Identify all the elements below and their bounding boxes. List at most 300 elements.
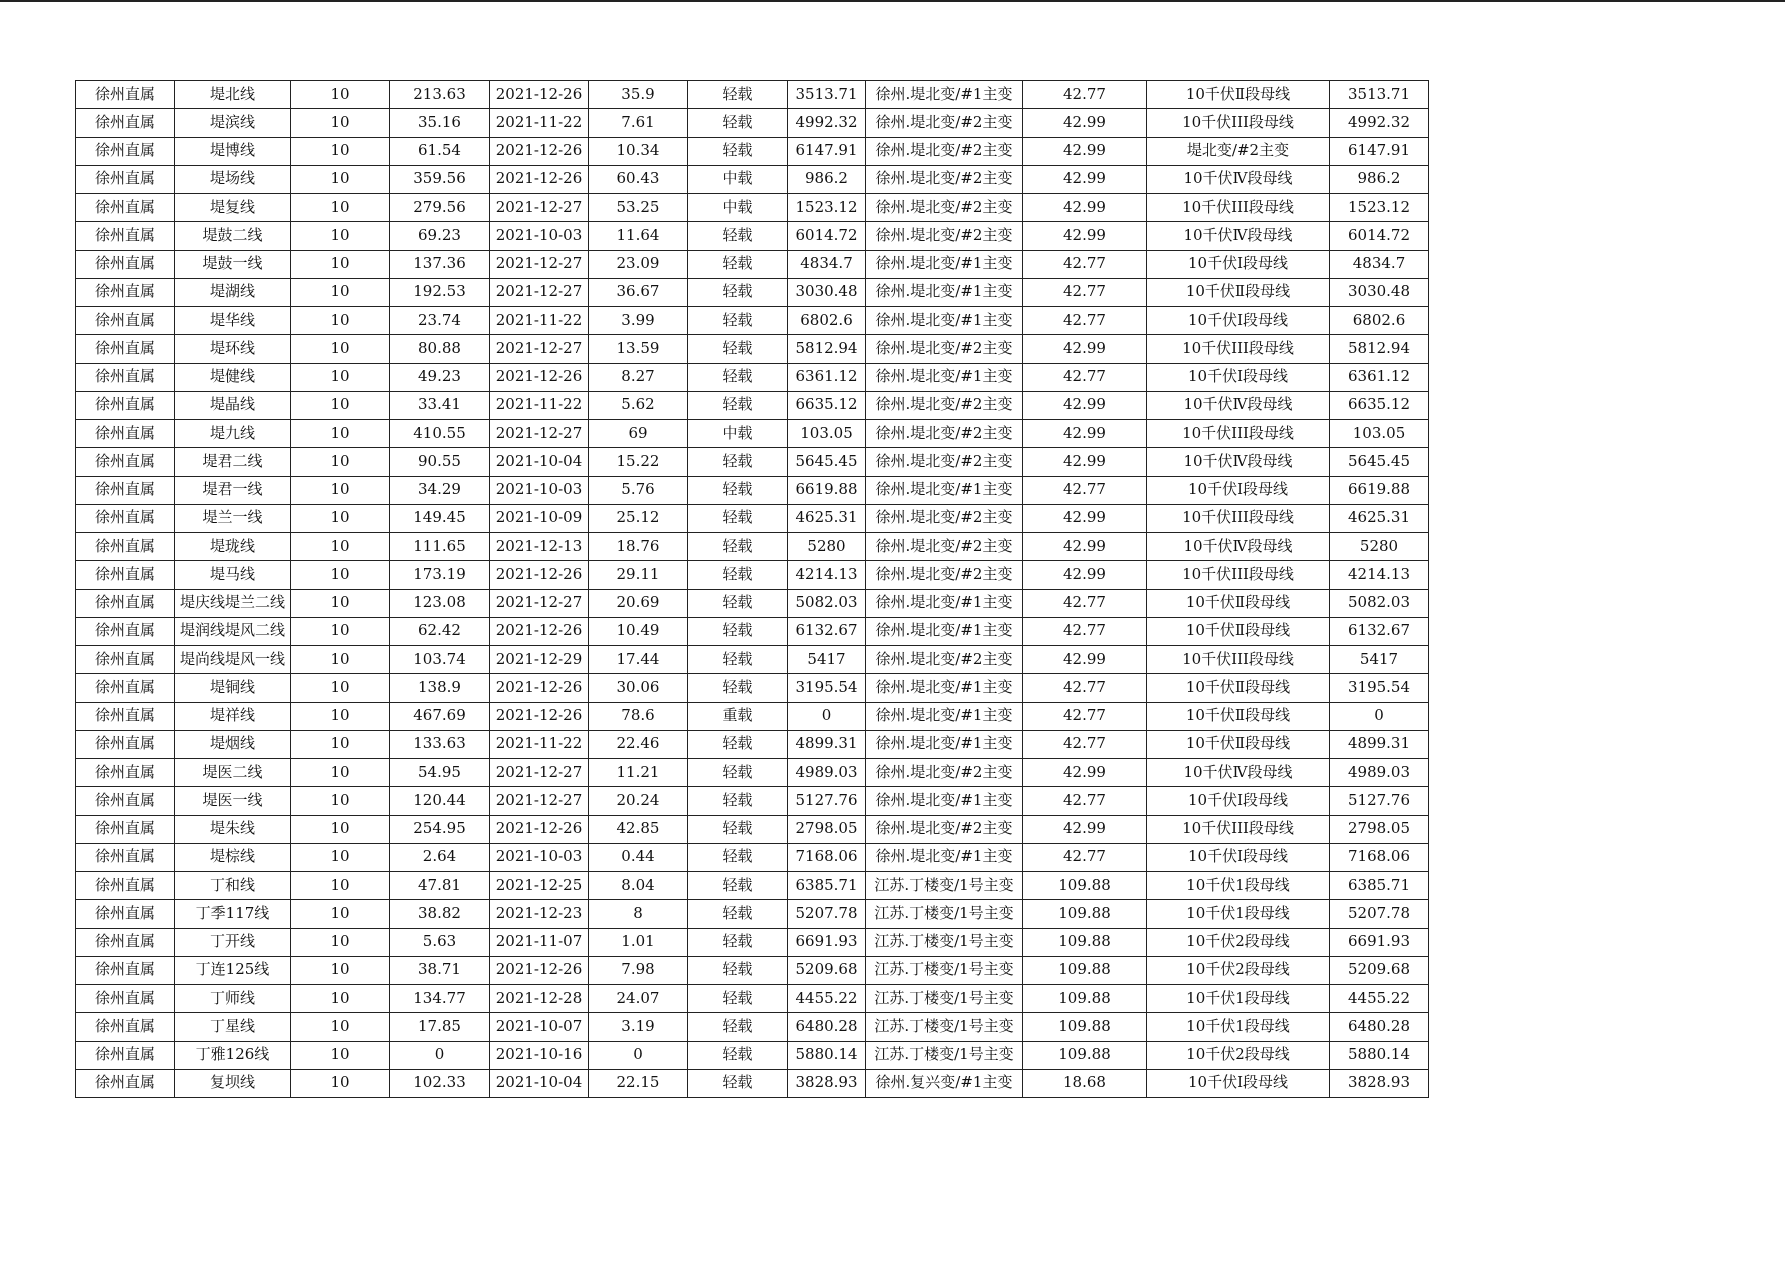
load-rate-cell [589, 109, 688, 137]
available-capacity-cell-text: 5645.45 [1347, 451, 1411, 470]
date-cell [490, 872, 589, 900]
transformer-load-cell [1023, 335, 1147, 363]
current-cell-text: 38.82 [418, 903, 461, 922]
company-cell [76, 363, 175, 391]
transformer-load-cell-text: 42.99 [1063, 197, 1106, 216]
load-status-cell-text: 轻载 [722, 451, 753, 470]
load-rate-cell [589, 222, 688, 250]
transformer-load-cell-text: 42.99 [1063, 536, 1106, 555]
company-cell [76, 702, 175, 730]
available-capacity-cell-text: 5127.76 [1347, 790, 1411, 809]
date-cell [490, 81, 589, 109]
busbar-cell-text: 10千伏Ⅱ段母线 [1185, 706, 1291, 725]
line-name-cell-text: 丁星线 [209, 1016, 255, 1035]
line-name-cell [175, 956, 291, 984]
line-name-cell [175, 928, 291, 956]
table-row [76, 250, 1429, 278]
company-cell-text: 徐州直属 [94, 112, 155, 131]
margin-cell-text: 7168.06 [795, 847, 858, 866]
margin-cell-text: 6147.91 [795, 141, 858, 160]
date-cell-text: 2021-12-26 [495, 819, 583, 838]
voltage-cell [291, 533, 390, 561]
transformer-cell-text: 徐州.堤北变/#1主变 [875, 734, 1013, 753]
load-status-cell [688, 646, 788, 674]
transformer-load-cell-text: 109.88 [1058, 875, 1111, 894]
transformer-cell [866, 815, 1023, 843]
transformer-load-cell-text: 42.77 [1063, 84, 1106, 103]
busbar-cell [1147, 815, 1330, 843]
line-name-cell-text: 堤场线 [209, 169, 255, 188]
current-cell [390, 956, 490, 984]
margin-cell [788, 363, 866, 391]
load-status-cell-text: 中载 [722, 197, 753, 216]
busbar-cell-text: 10千伏Ⅱ段母线 [1185, 621, 1291, 640]
transformer-load-cell [1023, 646, 1147, 674]
transformer-load-cell-text: 42.77 [1063, 677, 1106, 696]
current-cell-text: 33.41 [418, 395, 461, 414]
transformer-load-cell-text: 109.88 [1058, 1045, 1111, 1064]
voltage-cell-text: 10 [330, 734, 350, 753]
transformer-load-cell [1023, 787, 1147, 815]
transformer-load-cell [1023, 363, 1147, 391]
table-row [76, 504, 1429, 532]
busbar-cell-text: 10千伏Ⅳ段母线 [1183, 395, 1293, 414]
company-cell [76, 985, 175, 1013]
transformer-cell-text: 江苏.丁楼变/1号主变 [874, 1016, 1014, 1035]
load-rate-cell [589, 759, 688, 787]
date-cell [490, 476, 589, 504]
transformer-load-cell [1023, 420, 1147, 448]
current-cell-text: 133.63 [413, 734, 466, 753]
current-cell-text: 137.36 [413, 254, 466, 273]
date-cell-text: 2021-12-28 [495, 988, 583, 1007]
voltage-cell-text: 10 [330, 84, 350, 103]
load-rate-cell [589, 674, 688, 702]
table-row [76, 448, 1429, 476]
available-capacity-cell [1330, 137, 1429, 165]
margin-cell [788, 843, 866, 871]
margin-cell-text: 6691.93 [795, 932, 858, 951]
load-rate-cell [589, 702, 688, 730]
margin-cell [788, 137, 866, 165]
line-name-cell-text: 堤棕线 [209, 847, 255, 866]
margin-cell [788, 165, 866, 193]
busbar-cell [1147, 646, 1330, 674]
load-rate-cell-text: 11.21 [616, 762, 660, 781]
line-name-cell-text: 堤博线 [209, 141, 255, 160]
load-rate-cell-text: 25.12 [616, 508, 660, 527]
company-cell [76, 137, 175, 165]
current-cell-text: 102.33 [413, 1073, 466, 1092]
company-cell-text: 徐州直属 [94, 310, 155, 329]
date-cell-text: 2021-12-27 [495, 254, 583, 273]
voltage-cell [291, 646, 390, 674]
transformer-load-cell-text: 109.88 [1058, 988, 1111, 1007]
available-capacity-cell-text: 5280 [1359, 536, 1399, 555]
date-cell [490, 759, 589, 787]
load-status-cell-text: 轻载 [722, 141, 753, 160]
current-cell-text: 410.55 [413, 423, 466, 442]
busbar-cell [1147, 589, 1330, 617]
company-cell-text: 徐州直属 [94, 847, 155, 866]
transformer-load-cell [1023, 730, 1147, 758]
busbar-cell [1147, 1013, 1330, 1041]
margin-cell [788, 335, 866, 363]
date-cell-text: 2021-12-26 [495, 84, 583, 103]
available-capacity-cell-text: 2798.05 [1347, 819, 1411, 838]
current-cell-text: 173.19 [413, 564, 466, 583]
voltage-cell [291, 561, 390, 589]
current-cell [390, 81, 490, 109]
load-rate-cell-text: 8 [633, 903, 643, 922]
voltage-cell-text: 10 [330, 593, 350, 612]
transformer-cell-text: 徐州.堤北变/#1主变 [875, 480, 1013, 499]
busbar-cell-text: 10千伏III段母线 [1182, 197, 1294, 216]
table-row [76, 1041, 1429, 1069]
current-cell-text: 254.95 [413, 819, 466, 838]
line-name-cell-text: 堤润线堤风二线 [179, 621, 285, 640]
available-capacity-cell [1330, 504, 1429, 532]
load-status-cell [688, 872, 788, 900]
line-name-cell [175, 222, 291, 250]
load-rate-cell [589, 278, 688, 306]
transformer-cell [866, 165, 1023, 193]
transformer-cell-text: 徐州.堤北变/#2主变 [875, 762, 1013, 781]
load-status-cell [688, 787, 788, 815]
load-status-cell [688, 815, 788, 843]
load-rate-cell [589, 1069, 688, 1097]
available-capacity-cell-text: 4214.13 [1347, 564, 1411, 583]
busbar-cell [1147, 561, 1330, 589]
load-rate-cell [589, 137, 688, 165]
transformer-load-cell-text: 42.99 [1063, 112, 1106, 131]
voltage-cell [291, 1041, 390, 1069]
available-capacity-cell-text: 5417 [1359, 649, 1399, 668]
transformer-load-cell [1023, 81, 1147, 109]
voltage-cell [291, 476, 390, 504]
available-capacity-cell [1330, 1013, 1429, 1041]
date-cell-text: 2021-12-27 [495, 338, 583, 357]
line-name-cell-text: 丁连125线 [195, 960, 270, 979]
line-name-cell [175, 900, 291, 928]
date-cell [490, 702, 589, 730]
voltage-cell-text: 10 [330, 790, 350, 809]
load-status-cell-text: 轻载 [722, 762, 753, 781]
voltage-cell [291, 872, 390, 900]
load-rate-cell [589, 900, 688, 928]
company-cell [76, 1069, 175, 1097]
transformer-load-cell [1023, 843, 1147, 871]
available-capacity-cell-text: 6619.88 [1347, 480, 1411, 499]
available-capacity-cell [1330, 843, 1429, 871]
company-cell [76, 81, 175, 109]
margin-cell [788, 476, 866, 504]
table-row [76, 222, 1429, 250]
transformer-load-cell [1023, 109, 1147, 137]
transformer-load-cell-text: 42.77 [1063, 593, 1106, 612]
transformer-load-cell-text: 42.77 [1063, 282, 1106, 301]
line-name-cell-text: 堤晶线 [209, 395, 255, 414]
company-cell-text: 徐州直属 [94, 225, 155, 244]
line-name-cell-text: 堤马线 [209, 564, 255, 583]
company-cell [76, 278, 175, 306]
load-status-cell-text: 轻载 [722, 903, 753, 922]
current-cell [390, 815, 490, 843]
current-cell [390, 165, 490, 193]
load-rate-cell-text: 10.34 [616, 141, 660, 160]
voltage-cell [291, 702, 390, 730]
date-cell-text: 2021-10-04 [495, 451, 583, 470]
line-name-cell [175, 702, 291, 730]
margin-cell-text: 5812.94 [795, 338, 858, 357]
busbar-cell [1147, 956, 1330, 984]
load-status-cell [688, 759, 788, 787]
current-cell-text: 134.77 [413, 988, 466, 1007]
voltage-cell-text: 10 [330, 480, 350, 499]
current-cell [390, 109, 490, 137]
margin-cell-text: 4989.03 [795, 762, 858, 781]
line-name-cell [175, 646, 291, 674]
load-status-cell [688, 448, 788, 476]
busbar-cell-text: 10千伏1段母线 [1186, 875, 1290, 894]
busbar-cell-text: 10千伏Ⅰ段母线 [1187, 847, 1288, 866]
busbar-cell-text: 10千伏III段母线 [1182, 819, 1294, 838]
busbar-cell-text: 10千伏Ⅳ段母线 [1183, 762, 1293, 781]
voltage-cell [291, 985, 390, 1013]
voltage-cell [291, 391, 390, 419]
date-cell-text: 2021-10-03 [495, 225, 583, 244]
company-cell-text: 徐州直属 [94, 423, 155, 442]
voltage-cell-text: 10 [330, 903, 350, 922]
load-status-cell [688, 900, 788, 928]
table-row [76, 278, 1429, 306]
company-cell [76, 928, 175, 956]
current-cell [390, 476, 490, 504]
line-name-cell [175, 533, 291, 561]
margin-cell-text: 5207.78 [795, 903, 858, 922]
table-row [76, 194, 1429, 222]
load-rate-cell [589, 391, 688, 419]
transformer-load-cell [1023, 759, 1147, 787]
company-cell-text: 徐州直属 [94, 790, 155, 809]
line-name-cell [175, 420, 291, 448]
company-cell-text: 徐州直属 [94, 338, 155, 357]
load-rate-cell-text: 42.85 [616, 819, 660, 838]
load-status-cell-text: 轻载 [722, 988, 753, 1007]
available-capacity-cell [1330, 872, 1429, 900]
voltage-cell [291, 420, 390, 448]
date-cell [490, 646, 589, 674]
available-capacity-cell [1330, 278, 1429, 306]
available-capacity-cell [1330, 617, 1429, 645]
line-name-cell-text: 堤烟线 [209, 734, 255, 753]
table-row [76, 109, 1429, 137]
transformer-load-cell [1023, 504, 1147, 532]
transformer-load-cell-text: 42.77 [1063, 310, 1106, 329]
transformer-load-cell-text: 42.99 [1063, 395, 1106, 414]
date-cell-text: 2021-10-04 [495, 1073, 583, 1092]
line-name-cell [175, 335, 291, 363]
company-cell-text: 徐州直属 [94, 734, 155, 753]
transformer-load-cell [1023, 928, 1147, 956]
load-rate-cell-text: 5.62 [621, 395, 655, 414]
current-cell-text: 54.95 [418, 762, 461, 781]
company-cell [76, 674, 175, 702]
voltage-cell-text: 10 [330, 1045, 350, 1064]
load-status-cell [688, 109, 788, 137]
line-name-cell-text: 堤复线 [209, 197, 255, 216]
voltage-cell [291, 335, 390, 363]
busbar-cell [1147, 335, 1330, 363]
table-row [76, 335, 1429, 363]
line-name-cell [175, 1013, 291, 1041]
table-row [76, 702, 1429, 730]
company-cell [76, 504, 175, 532]
margin-cell [788, 900, 866, 928]
load-rate-cell-text: 36.67 [616, 282, 660, 301]
busbar-cell-text: 10千伏Ⅳ段母线 [1183, 451, 1293, 470]
transformer-cell [866, 420, 1023, 448]
load-rate-cell [589, 250, 688, 278]
company-cell-text: 徐州直属 [94, 367, 155, 386]
busbar-cell-text: 10千伏Ⅱ段母线 [1185, 677, 1291, 696]
available-capacity-cell [1330, 1069, 1429, 1097]
load-status-cell [688, 335, 788, 363]
line-name-cell-text: 复坝线 [209, 1073, 255, 1092]
line-name-cell-text: 堤朱线 [209, 819, 255, 838]
voltage-cell [291, 81, 390, 109]
transformer-cell [866, 1013, 1023, 1041]
table-row [76, 307, 1429, 335]
voltage-cell-text: 10 [330, 932, 350, 951]
transformer-cell [866, 674, 1023, 702]
load-rate-cell [589, 165, 688, 193]
current-cell [390, 928, 490, 956]
busbar-cell-text: 10千伏2段母线 [1186, 1045, 1290, 1064]
date-cell [490, 843, 589, 871]
line-name-cell [175, 81, 291, 109]
company-cell-text: 徐州直属 [94, 536, 155, 555]
transformer-cell [866, 137, 1023, 165]
voltage-cell [291, 928, 390, 956]
margin-cell-text: 4455.22 [795, 988, 858, 1007]
margin-cell [788, 250, 866, 278]
available-capacity-cell [1330, 1041, 1429, 1069]
voltage-cell-text: 10 [330, 451, 350, 470]
load-rate-cell-text: 20.69 [616, 593, 660, 612]
transformer-load-cell [1023, 476, 1147, 504]
transformer-cell [866, 307, 1023, 335]
load-status-cell [688, 222, 788, 250]
load-status-cell [688, 391, 788, 419]
voltage-cell-text: 10 [330, 1073, 350, 1092]
transformer-cell-text: 江苏.丁楼变/1号主变 [874, 875, 1014, 894]
date-cell-text: 2021-10-07 [495, 1016, 583, 1035]
margin-cell [788, 617, 866, 645]
load-rate-cell-text: 7.98 [621, 960, 655, 979]
voltage-cell-text: 10 [330, 338, 350, 357]
busbar-cell-text: 10千伏1段母线 [1186, 988, 1290, 1007]
voltage-cell [291, 1013, 390, 1041]
load-status-cell [688, 363, 788, 391]
date-cell-text: 2021-10-09 [495, 508, 583, 527]
available-capacity-cell-text: 6361.12 [1347, 367, 1411, 386]
company-cell [76, 561, 175, 589]
date-cell-text: 2021-11-22 [495, 395, 583, 414]
load-rate-cell [589, 815, 688, 843]
voltage-cell [291, 194, 390, 222]
available-capacity-cell-text: 4992.32 [1347, 112, 1411, 131]
busbar-cell [1147, 702, 1330, 730]
current-cell [390, 420, 490, 448]
date-cell-text: 2021-12-27 [495, 762, 583, 781]
company-cell [76, 391, 175, 419]
transformer-cell-text: 徐州.堤北变/#2主变 [875, 508, 1013, 527]
company-cell [76, 956, 175, 984]
transformer-cell-text: 徐州.堤北变/#1主变 [875, 310, 1013, 329]
transformer-cell [866, 928, 1023, 956]
transformer-load-cell [1023, 956, 1147, 984]
table-row [76, 476, 1429, 504]
load-rate-cell-text: 60.43 [616, 169, 660, 188]
company-cell-text: 徐州直属 [94, 141, 155, 160]
voltage-cell-text: 10 [330, 508, 350, 527]
transformer-cell [866, 900, 1023, 928]
margin-cell [788, 391, 866, 419]
transformer-cell [866, 730, 1023, 758]
load-rate-cell-text: 18.76 [616, 536, 660, 555]
busbar-cell [1147, 533, 1330, 561]
transformer-load-cell-text: 42.77 [1063, 847, 1106, 866]
line-name-cell [175, 476, 291, 504]
line-name-cell-text: 堤北线 [209, 84, 255, 103]
company-cell-text: 徐州直属 [94, 564, 155, 583]
company-cell [76, 194, 175, 222]
load-rate-cell-text: 13.59 [616, 338, 660, 357]
transformer-load-cell-text: 109.88 [1058, 960, 1111, 979]
available-capacity-cell-text: 4625.31 [1347, 508, 1411, 527]
margin-cell-text: 6385.71 [795, 875, 858, 894]
transformer-cell-text: 徐州.堤北变/#1主变 [875, 282, 1013, 301]
margin-cell [788, 674, 866, 702]
available-capacity-cell-text: 4899.31 [1347, 734, 1411, 753]
current-cell-text: 61.54 [418, 141, 461, 160]
line-name-cell-text: 丁和线 [209, 875, 255, 894]
table-row [76, 137, 1429, 165]
voltage-cell-text: 10 [330, 988, 350, 1007]
voltage-cell-text: 10 [330, 564, 350, 583]
load-rate-cell-text: 15.22 [616, 451, 660, 470]
load-status-cell [688, 476, 788, 504]
voltage-cell-text: 10 [330, 649, 350, 668]
margin-cell [788, 81, 866, 109]
transformer-load-cell [1023, 391, 1147, 419]
transformer-load-cell-text: 42.99 [1063, 169, 1106, 188]
company-cell-text: 徐州直属 [94, 762, 155, 781]
voltage-cell [291, 504, 390, 532]
voltage-cell [291, 165, 390, 193]
available-capacity-cell-text: 3828.93 [1347, 1073, 1411, 1092]
date-cell-text: 2021-11-07 [495, 932, 583, 951]
transformer-cell [866, 391, 1023, 419]
busbar-cell [1147, 222, 1330, 250]
table-row [76, 646, 1429, 674]
load-status-cell [688, 674, 788, 702]
voltage-cell [291, 617, 390, 645]
available-capacity-cell [1330, 448, 1429, 476]
busbar-cell-text: 10千伏Ⅳ段母线 [1183, 169, 1293, 188]
current-cell [390, 872, 490, 900]
